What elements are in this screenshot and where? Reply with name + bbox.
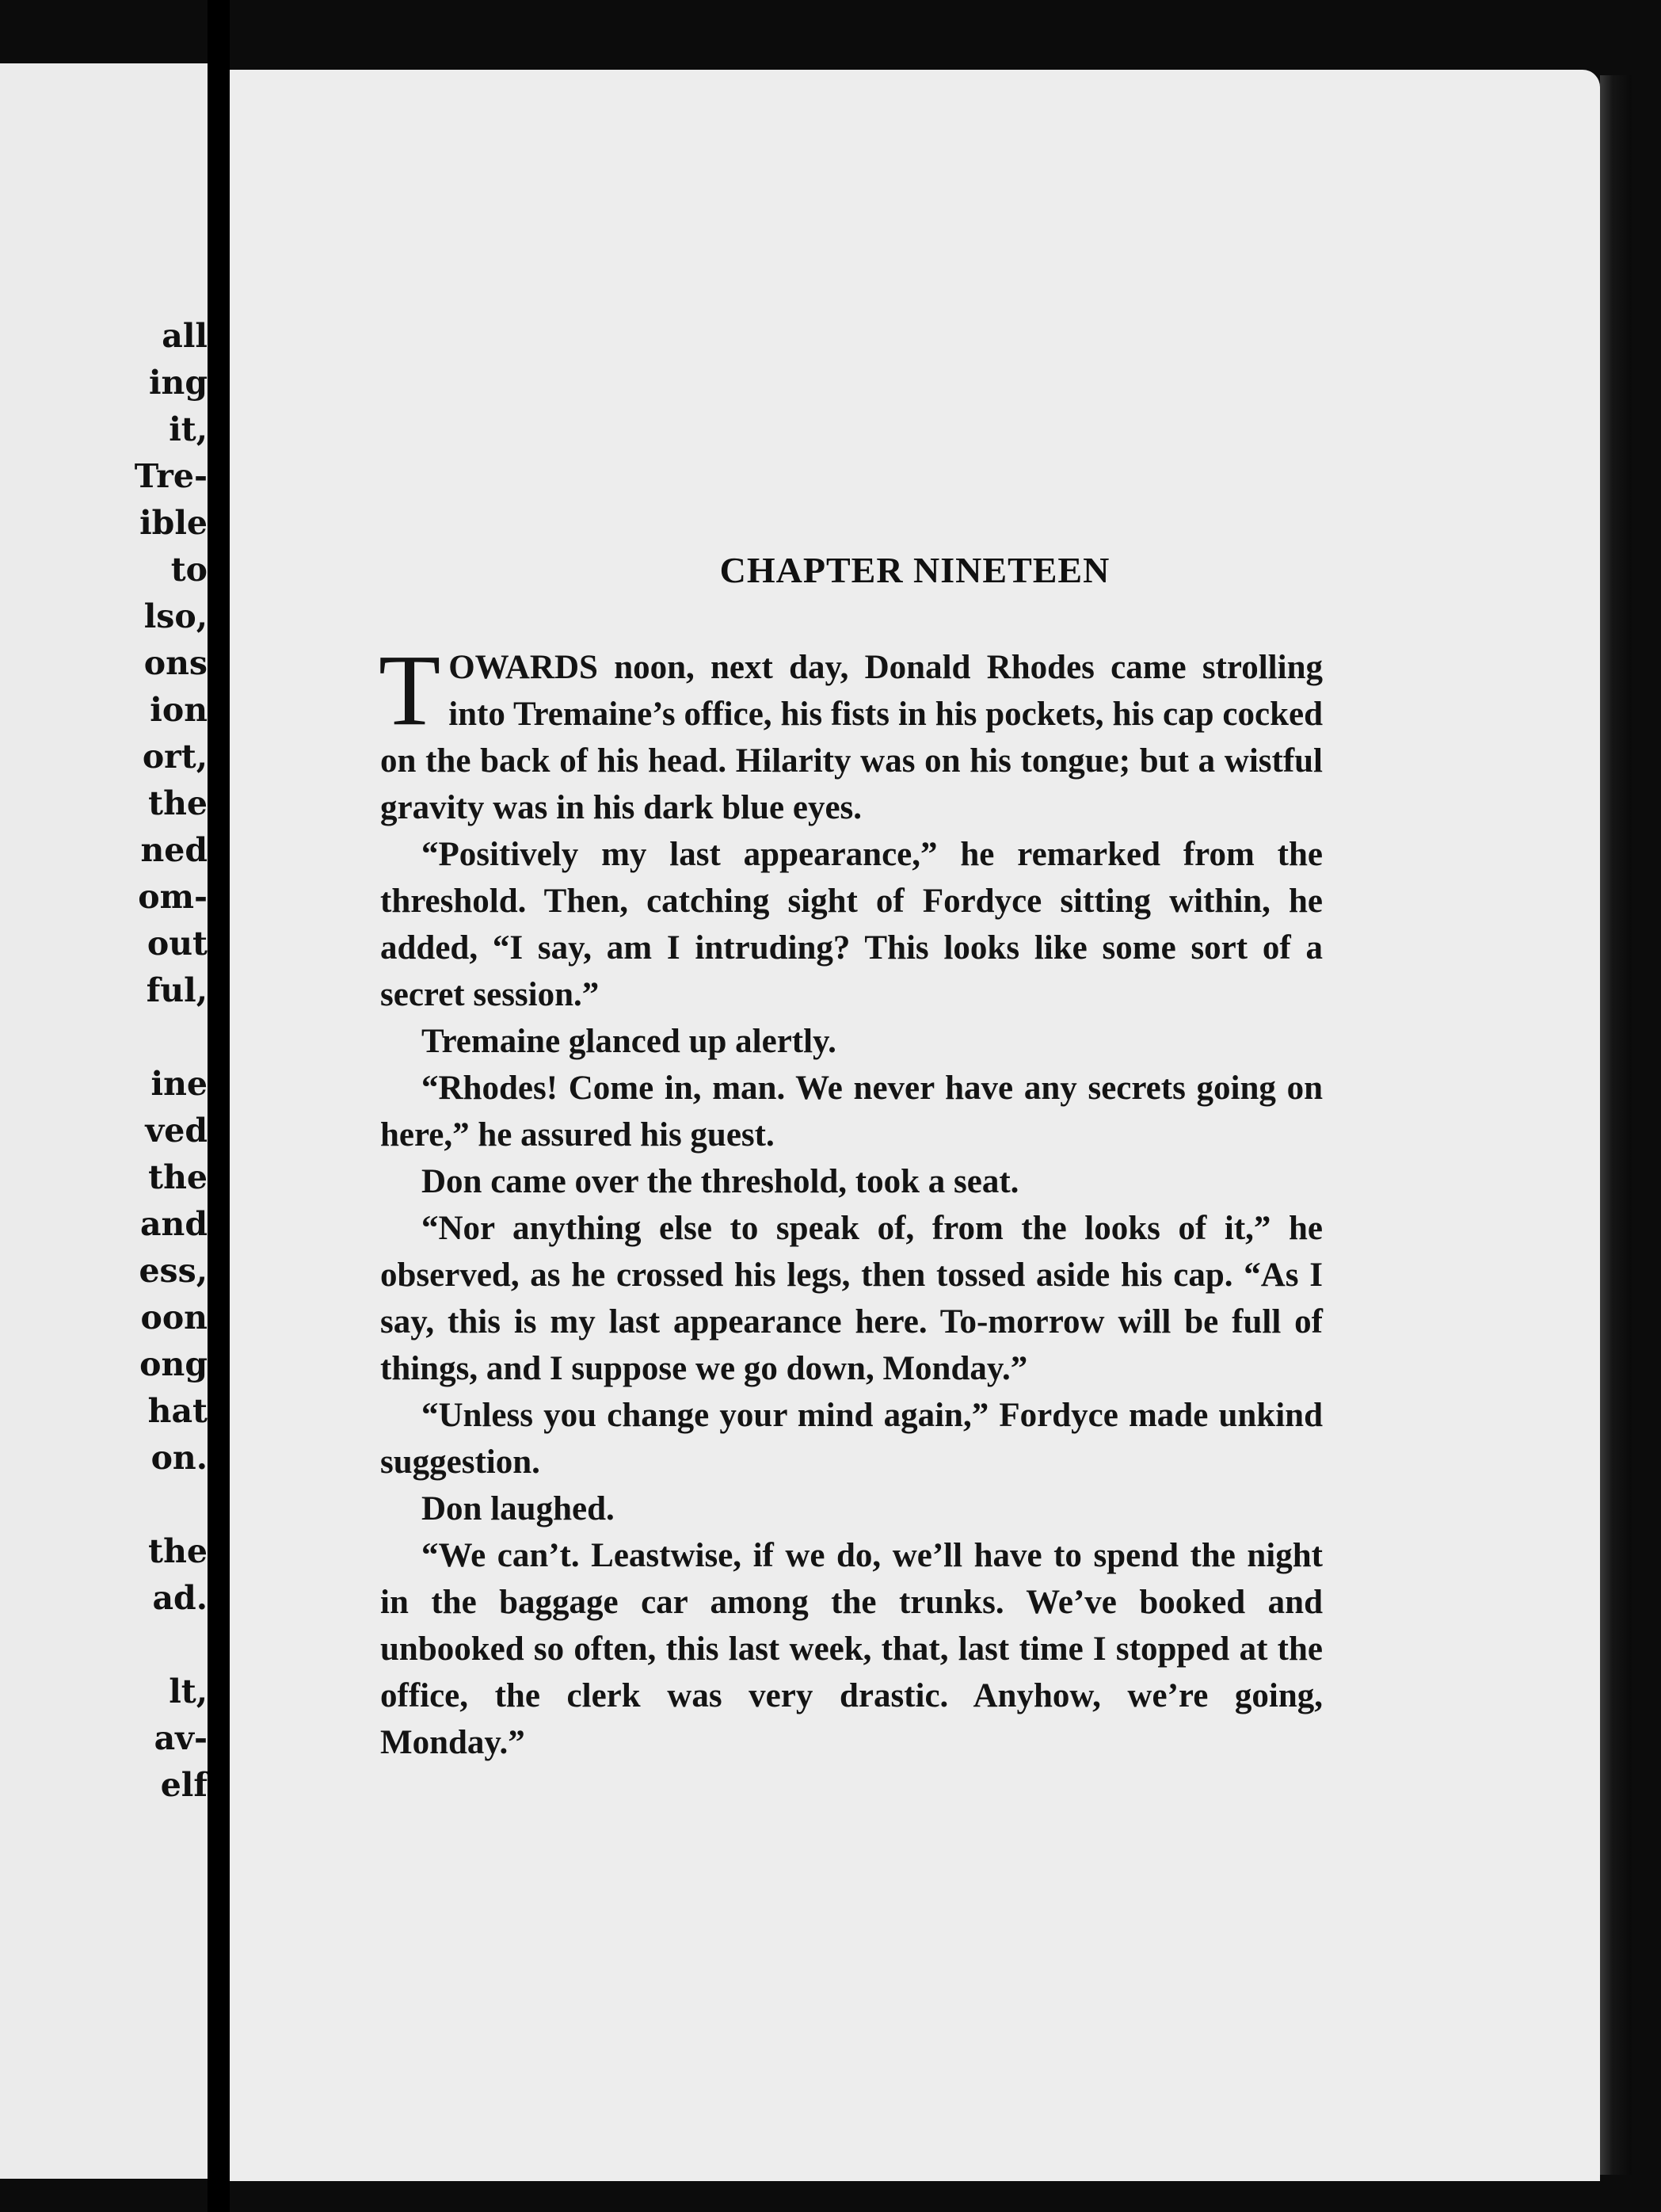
paragraph-text: Don came over the threshold, took a seat. (421, 1163, 1019, 1200)
chapter-body (379, 634, 1323, 1766)
paragraph (380, 1485, 1323, 1532)
left-line: ong (139, 1345, 208, 1383)
left-line: on. (150, 1439, 208, 1477)
left-line: hat (147, 1392, 208, 1430)
left-paragraph-gap (0, 1482, 57, 1528)
paragraph-text: “Nor anything else to speak of, from the looks of it,” he observed, as he crossed his legs, then tossed aside his cap. “As I say, this is my last appearance here. To-morrow will be full of things, and I suppose we go down, Monday.” (380, 1210, 1323, 1387)
left-line: ing (148, 364, 208, 402)
left-paragraph-gap (0, 1014, 57, 1061)
paragraph (380, 1018, 1323, 1065)
paragraph (380, 1392, 1323, 1485)
left-facing-page (0, 63, 208, 2179)
left-line: ful, (146, 971, 208, 1009)
paragraph-text: “Rhodes! Come in, man. We never have any secrets going on here,” he assured his guest. (380, 1070, 1323, 1154)
drop-cap: T (379, 634, 441, 746)
left-line: ved (145, 1112, 208, 1150)
paragraph-text: “We can’t. Leastwise, if we do, we’ll have to spend the night in the baggage car among the trunks. We’ve booked and unbooked so often, this last week, that, last time I stopped at the office, the clerk was very drastic. Anyhow, we’re going, Monday.” (380, 1537, 1323, 1761)
chapter-title: CHAPTER NINETEEN (719, 550, 1111, 590)
left-page-text-fragments (0, 313, 208, 1809)
left-line: ion (150, 691, 208, 729)
book-gutter (208, 0, 230, 2212)
paragraph (380, 1532, 1323, 1766)
paragraph-text: OWARDS noon, next day, Donald Rhodes came strolling into Tremaine’s office, his fists in his pockets, his cap cocked on the back of his head. Hilarity was on his tongue; but a wistful gravity was in his dark blue eyes. (380, 649, 1323, 826)
left-line: ess, (139, 1252, 208, 1290)
right-page (230, 70, 1600, 2181)
left-line: lt, (169, 1672, 208, 1710)
left-line: om- (138, 878, 208, 916)
left-line: the (148, 1532, 208, 1570)
paragraph (380, 1065, 1323, 1158)
left-paragraph-gap (0, 1622, 57, 1669)
left-line: lso, (143, 597, 208, 635)
left-line: all (162, 317, 208, 355)
left-line: and (139, 1205, 208, 1243)
paragraph (379, 634, 1323, 831)
left-line: out (147, 925, 208, 963)
left-line: Tre- (134, 457, 208, 495)
left-line: ine (150, 1065, 208, 1103)
paragraph-text: “Positively my last appearance,” he remarked from the threshold. Then, catching sight of Fordyce sitting within, he added, “I say, am I intruding? This looks like some sort of a secret session.” (380, 836, 1323, 1013)
page-edge-shadow (1600, 75, 1632, 2175)
paragraph (380, 831, 1323, 1018)
paragraph-text: “Unless you change your mind again,” Fordyce made unkind suggestion. (380, 1397, 1323, 1481)
left-line: ons (143, 644, 208, 682)
left-line: av- (154, 1719, 208, 1757)
left-line: elf (160, 1766, 208, 1804)
left-line: oon (140, 1299, 208, 1337)
left-line: ned (140, 831, 208, 869)
left-line: the (148, 784, 208, 822)
left-line: ad. (152, 1579, 208, 1617)
left-line: to (170, 551, 208, 589)
paragraph (380, 1205, 1323, 1392)
left-line: ort, (142, 738, 208, 776)
left-line: it, (169, 410, 208, 448)
paragraph-text: Tremaine glanced up alertly. (421, 1023, 836, 1060)
left-line: ible (139, 504, 208, 542)
paragraph-text: Don laughed. (421, 1490, 615, 1527)
paragraph (380, 1158, 1323, 1205)
left-line: the (148, 1158, 208, 1196)
